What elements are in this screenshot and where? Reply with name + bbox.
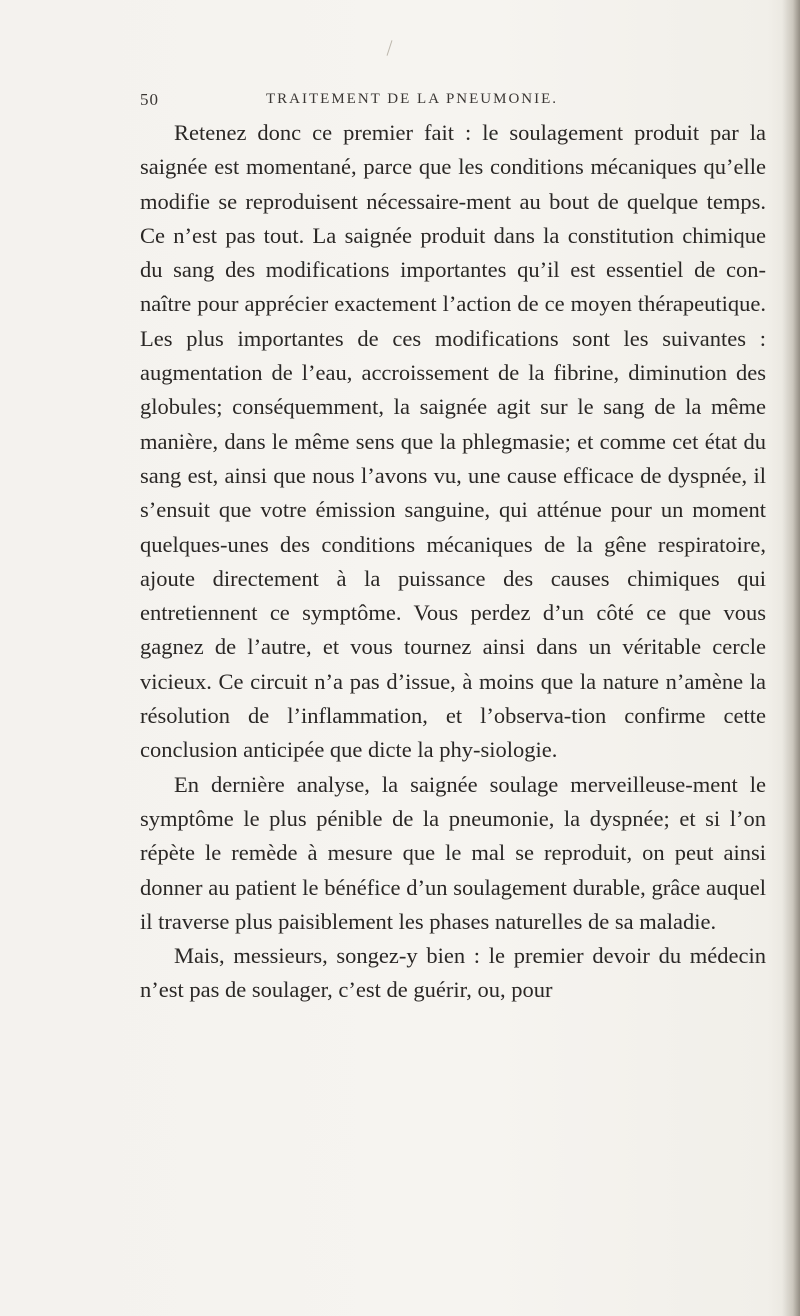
pencil-mark — [387, 40, 393, 56]
page-edge-shadow — [782, 0, 800, 1316]
paragraph-3: Mais, messieurs, songez-y bien : le premier devoir du médecin n’est pas de soulager, c’est de guérir, ou, pour — [140, 943, 766, 1003]
body-text — [140, 116, 766, 1008]
page-number: 50 — [140, 90, 159, 109]
paragraph-2: En dernière analyse, la saignée soulage merveilleuse-ment le symptôme le plus pénible de la pneumonie, la dyspnée; et si l’on répète le remède à mesure que le mal se reproduit, on peut ainsi donner au patient le bénéfice d’un soulagement durable, grâce auquel il traverse plus paisiblement les phases naturelles de sa maladie. — [140, 771, 766, 934]
paragraph-1: Retenez donc ce premier fait : le soulagement produit par la saignée est momentané, parce que les conditions mécaniques qu’elle modifie se reproduisent nécessaire-ment au bout de quelque temps. Ce n’est pas tout. La saignée produit dans la constitution chimique du sang des modifications importantes qu’il est essentiel de con-naître pour apprécier exactement l’action de ce moyen thérapeutique. Les plus importantes de ces modifications sont les suivantes : augmentation de l’eau, accroissement de la fibrine, diminution des globules; conséquemment, la saignée agit sur le sang de la même manière, dans le même sens que la phlegmasie; et comme cet état du sang est, ainsi que nous l’avons vu, une cause efficace de dyspnée, il s’ensuit que votre émission sanguine, qui atténue pour un moment quelques-unes des conditions mécaniques de la gêne respiratoire, ajoute directement à la puissance des causes chimiques qui entretiennent ce symptôme. Vous perdez d’un côté ce que vous gagnez de l’autre, et vous tournez ainsi dans un véritable cercle vicieux. Ce circuit n’a pas d’issue, à moins que la nature n’amène la résolution de l’inflammation, et l’observa-tion confirme cette conclusion anticipée que dicte la phy-siologie. — [140, 120, 766, 763]
running-title: TRAITEMENT DE LA PNEUMONIE. — [266, 91, 559, 107]
